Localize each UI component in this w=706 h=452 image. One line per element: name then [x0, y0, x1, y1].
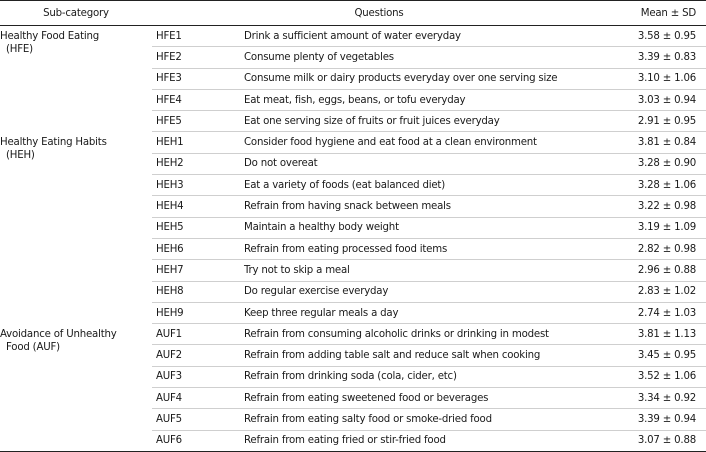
item-code: HEH9 [152, 302, 240, 323]
question-text: Refrain from eating sweetened food or beverages [240, 388, 606, 409]
item-code: AUF4 [152, 388, 240, 409]
question-text: Eat a variety of foods (eat balanced diet) [240, 175, 606, 196]
subcategory-abbrev: (HFE) [6, 44, 33, 55]
item-code: AUF2 [152, 345, 240, 366]
item-code: HEH1 [152, 132, 240, 153]
question-text: Do regular exercise everyday [240, 281, 606, 302]
item-code: HFE4 [152, 89, 240, 110]
item-code: HEH8 [152, 281, 240, 302]
table-row [0, 26, 706, 47]
question-text: Drink a sufficient amount of water everyday [240, 26, 606, 47]
table-header [0, 1, 706, 26]
subcategory-cell [0, 26, 152, 132]
item-code: AUF6 [152, 430, 240, 451]
mean-sd-value: 3.07 ± 0.88 [606, 430, 706, 451]
table-row [0, 132, 706, 153]
item-code: HFE2 [152, 47, 240, 68]
header-mean-sd: Mean ± SD [606, 1, 706, 26]
mean-sd-value: 2.74 ± 1.03 [606, 302, 706, 323]
subcategory-cell [0, 132, 152, 324]
mean-sd-value: 3.10 ± 1.06 [606, 68, 706, 89]
mean-sd-value: 3.58 ± 0.95 [606, 26, 706, 47]
mean-sd-value: 3.19 ± 1.09 [606, 217, 706, 238]
question-text: Try not to skip a meal [240, 260, 606, 281]
question-text: Eat one serving size of fruits or fruit juices everyday [240, 111, 606, 132]
mean-sd-value: 3.22 ± 0.98 [606, 196, 706, 217]
header-subcategory: Sub-category [0, 1, 152, 26]
mean-sd-value: 3.39 ± 0.83 [606, 47, 706, 68]
item-code: HEH5 [152, 217, 240, 238]
mean-sd-value: 3.34 ± 0.92 [606, 388, 706, 409]
mean-sd-value: 3.52 ± 1.06 [606, 366, 706, 387]
subcategory-label: Healthy Eating Habits [0, 136, 107, 148]
item-code: HEH3 [152, 175, 240, 196]
mean-sd-value: 3.45 ± 0.95 [606, 345, 706, 366]
item-code: HEH6 [152, 238, 240, 259]
header-questions: Questions [152, 1, 606, 26]
question-text: Consume milk or dairy products everyday over one serving size [240, 68, 606, 89]
item-code: HEH4 [152, 196, 240, 217]
subcategory-label: Avoidance of Unhealthy [0, 328, 117, 340]
question-text: Refrain from consuming alcoholic drinks or drinking in modest [240, 324, 606, 345]
item-code: HEH7 [152, 260, 240, 281]
subcategory-abbrev: Food (AUF) [6, 341, 60, 353]
item-code: AUF5 [152, 409, 240, 430]
item-code: HFE3 [152, 68, 240, 89]
mean-sd-value: 2.83 ± 1.02 [606, 281, 706, 302]
question-text: Refrain from eating salty food or smoke-dried food [240, 409, 606, 430]
item-code: AUF3 [152, 366, 240, 387]
mean-sd-value: 3.28 ± 0.90 [606, 153, 706, 174]
item-code: HFE1 [152, 26, 240, 47]
question-text: Consider food hygiene and eat food at a clean environment [240, 132, 606, 153]
mean-sd-value: 2.82 ± 0.98 [606, 238, 706, 259]
mean-sd-value: 3.81 ± 0.84 [606, 132, 706, 153]
table-row [0, 324, 706, 345]
mean-sd-value: 2.91 ± 0.95 [606, 111, 706, 132]
item-code: HFE5 [152, 111, 240, 132]
question-text: Keep three regular meals a day [240, 302, 606, 323]
question-text: Eat meat, fish, eggs, beans, or tofu everyday [240, 89, 606, 110]
question-text: Refrain from having snack between meals [240, 196, 606, 217]
mean-sd-value: 2.96 ± 0.88 [606, 260, 706, 281]
item-code: AUF1 [152, 324, 240, 345]
question-text: Refrain from eating processed food items [240, 238, 606, 259]
mean-sd-value: 3.81 ± 1.13 [606, 324, 706, 345]
question-text: Refrain from adding table salt and reduce salt when cooking [240, 345, 606, 366]
item-code: HEH2 [152, 153, 240, 174]
subcategory-abbrev: (HEH) [6, 149, 35, 161]
question-text: Maintain a healthy body weight [240, 217, 606, 238]
subcategory-cell [0, 324, 152, 452]
mean-sd-value: 3.39 ± 0.94 [606, 409, 706, 430]
mean-sd-value: 3.03 ± 0.94 [606, 89, 706, 110]
subcategory-label: Healthy Food Eating [0, 31, 100, 42]
mean-sd-value: 3.28 ± 1.06 [606, 175, 706, 196]
question-text: Consume plenty of vegetables [240, 47, 606, 68]
question-text: Refrain from eating fried or stir-fried food [240, 430, 606, 451]
question-text: Do not overeat [240, 153, 606, 174]
table-body [0, 26, 706, 452]
question-text: Refrain from drinking soda (cola, cider, etc) [240, 366, 606, 387]
